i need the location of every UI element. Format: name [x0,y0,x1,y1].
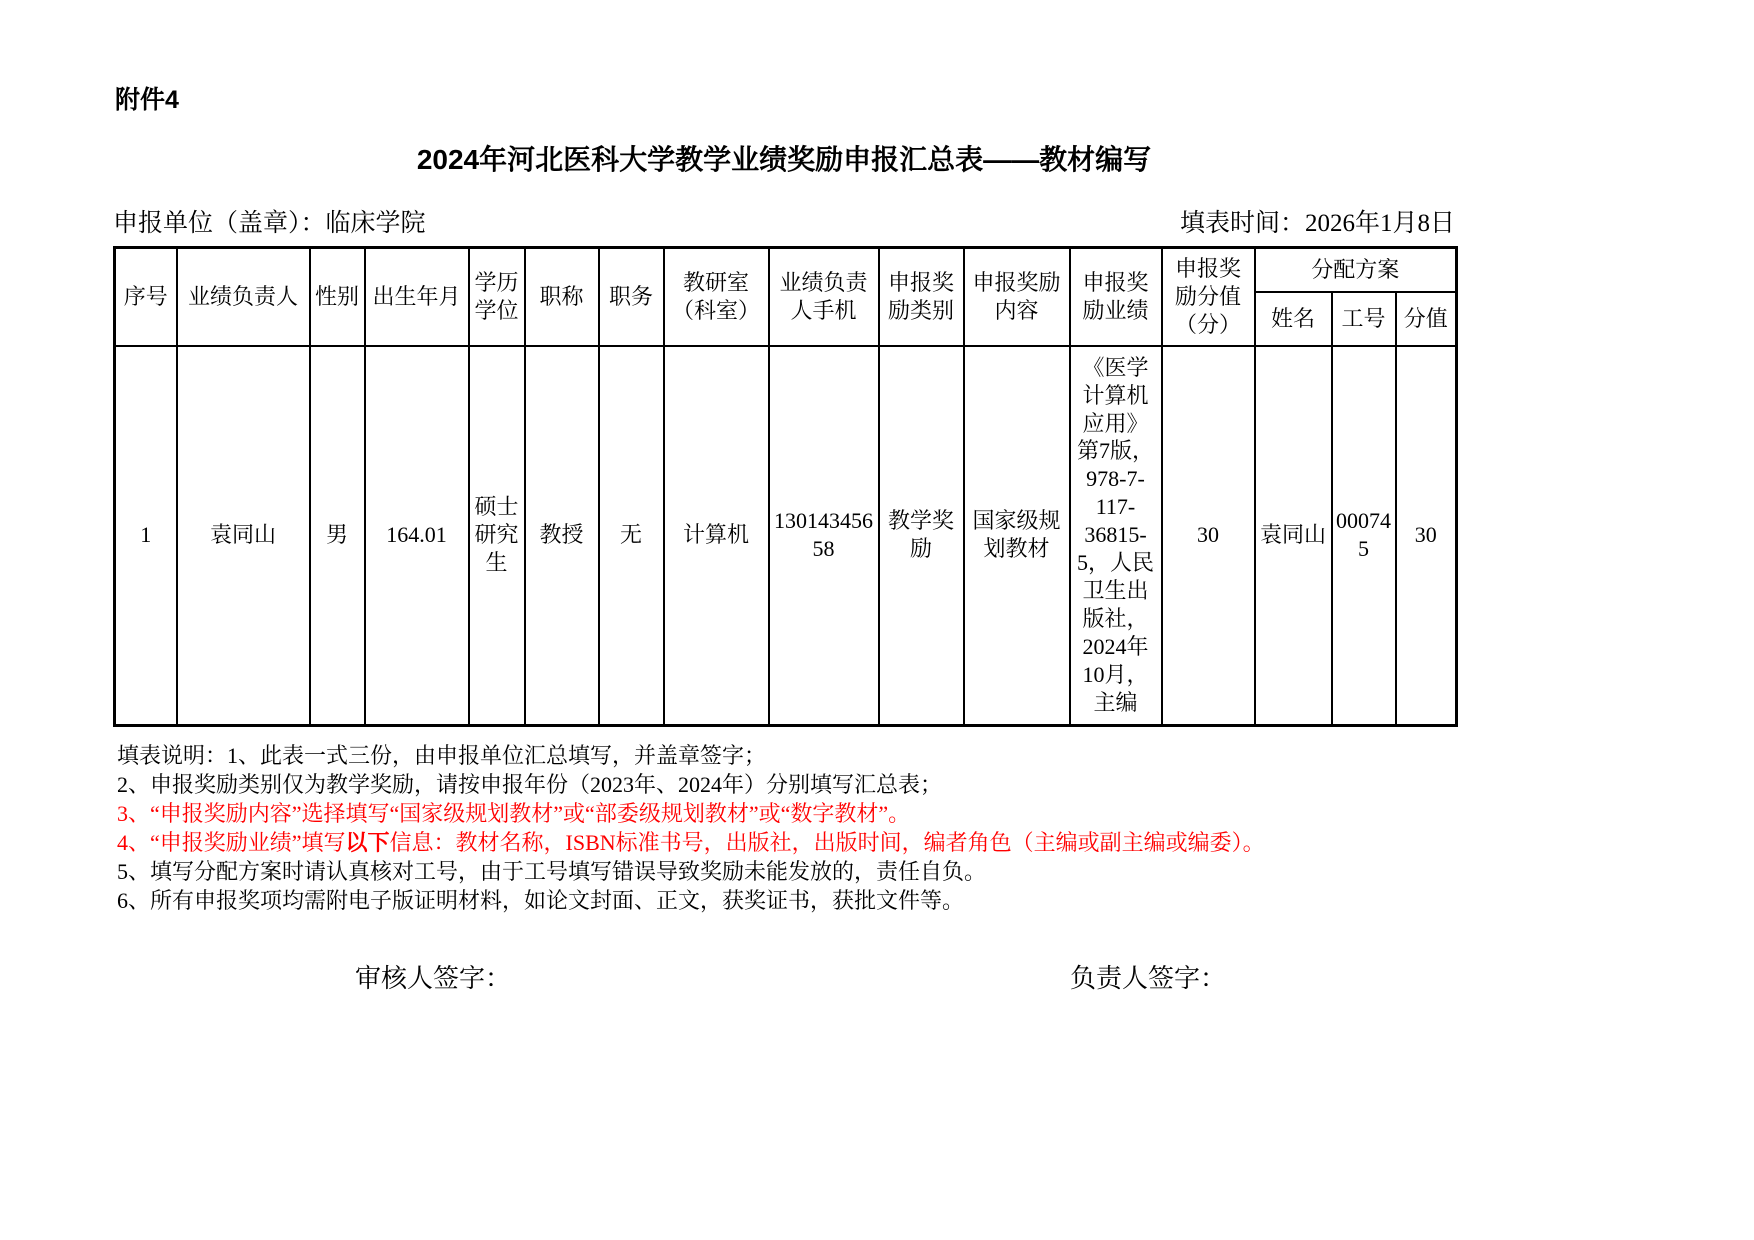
attachment-label: 附件4 [115,86,179,114]
col-header-allocation-plan: 分配方案 [1255,248,1457,292]
note-line-6: 6、所有申报奖项均需附电子版证明材料，如论文封面、正文，获奖证书，获批文件等。 [117,888,965,913]
table-row [115,346,1457,726]
responsible-signature-label: 负责人签字： [1070,964,1227,993]
unit-label: 申报单位（盖章）：临床学院 [113,210,426,237]
col-header-education: 学历学位 [469,248,525,346]
cell-seq: 1 [115,346,177,726]
cell-alloc-name: 袁同山 [1255,346,1332,726]
note-line-4 [117,828,1265,857]
col-header-award-score: 申报奖励分值（分） [1162,248,1255,346]
col-header-award-performance: 申报奖励业绩 [1070,248,1162,346]
col-header-phone: 业绩负责人手机 [769,248,879,346]
note-line-1: 填表说明：1、此表一式三份，由申报单位汇总填写，并盖章签字； [117,743,767,768]
summary-table [113,246,1458,727]
cell-alloc-emp-id: 000745 [1332,346,1396,726]
note-line-4-prefix: 4、“申报奖励业绩”填写 [117,830,346,855]
page-title: 2024年河北医科大学教学业绩奖励申报汇总表——教材编写 [416,144,1152,175]
note-line-4-bold: 以下 [345,830,390,855]
cell-alloc-score: 30 [1396,346,1457,726]
col-header-prof-title: 职称 [525,248,599,346]
cell-birth: 164.01 [365,346,469,726]
col-header-gender: 性别 [310,248,365,346]
note-line-5: 5、填写分配方案时请认真核对工号，由于工号填写错误导致奖励未能发放的，责任自负。 [117,859,987,884]
meta-row [113,203,1455,239]
form-notes [117,741,1265,915]
col-header-birth: 出生年月 [365,248,469,346]
title-row [113,138,1455,178]
col-header-owner: 业绩负责人 [177,248,310,346]
col-header-alloc-name: 姓名 [1255,292,1332,346]
col-header-duty: 职务 [599,248,664,346]
cell-award-performance: 《医学计算机应用》第7版，978-7-117-36815-5，人民卫生出版社，2024年10月，主编 [1070,346,1162,726]
cell-education: 硕士研究生 [469,346,525,726]
cell-award-score: 30 [1162,346,1255,726]
note-line-4-suffix: 信息：教材名称，ISBN标准书号，出版社，出版时间，编者角色（主编或副主编或编委）。 [389,830,1265,855]
cell-prof-title: 教授 [525,346,599,726]
col-header-alloc-score: 分值 [1396,292,1457,346]
col-header-award-category: 申报奖励类别 [879,248,964,346]
col-header-alloc-emp-id: 工号 [1332,292,1396,346]
cell-owner: 袁同山 [177,346,310,726]
cell-phone: 13014345658 [769,346,879,726]
cell-award-content: 国家级规划教材 [964,346,1070,726]
cell-gender: 男 [310,346,365,726]
cell-office: 计算机 [664,346,769,726]
reviewer-signature-label: 审核人签字： [355,964,512,993]
col-header-award-content: 申报奖励内容 [964,248,1070,346]
fill-date-label: 填表时间：2026年1月8日 [1179,210,1455,237]
cell-duty: 无 [599,346,664,726]
cell-award-category: 教学奖励 [879,346,964,726]
note-line-3: 3、“申报奖励内容”选择填写“国家级规划教材”或“部委级规划教材”或“数字教材”。 [117,801,911,826]
col-header-seq: 序号 [115,248,177,346]
note-line-2: 2、申报奖励类别仅为教学奖励，请按申报年份（2023年、2024年）分别填写汇总表； [117,772,943,797]
col-header-office: 教研室（科室） [664,248,769,346]
